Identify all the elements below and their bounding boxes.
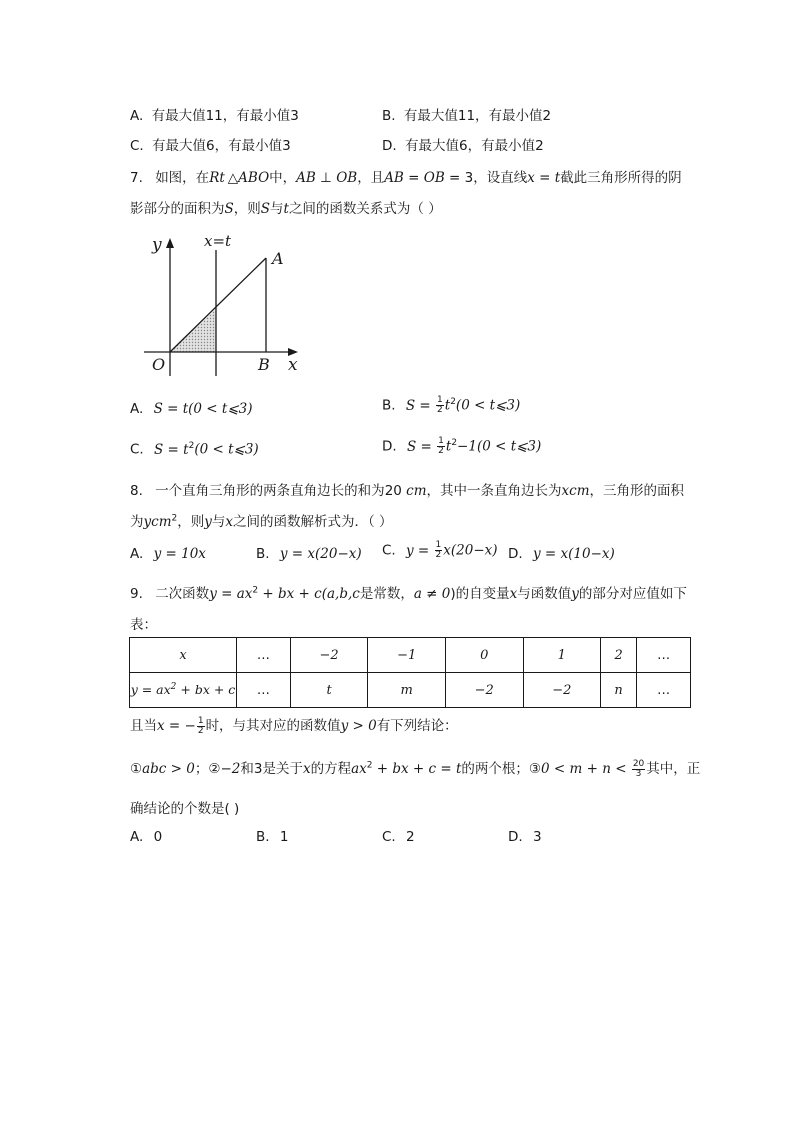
option-text: 有最大值11，有最小值3	[151, 108, 299, 124]
q9-stem-line1	[130, 582, 687, 602]
math-abo: ABO	[238, 170, 270, 186]
option-value: 1	[279, 829, 289, 845]
option-letter: A.	[130, 546, 144, 562]
option-text: 有最大值11，有最小值2	[403, 108, 552, 124]
fraction: $\frac{20}{3}$	[632, 758, 645, 779]
math-number: −2	[220, 761, 241, 777]
label-b: B	[258, 355, 270, 374]
q9-option-d	[508, 829, 542, 845]
option-letter: A.	[130, 108, 144, 124]
stem-text: 时，与其对应的函数值	[205, 718, 341, 734]
table-cell: …	[237, 673, 291, 708]
option-expr: (0 < t⩽3)	[194, 441, 259, 458]
q6-option-d	[382, 134, 544, 154]
option-value: 2	[406, 829, 415, 845]
table-cell: …	[237, 638, 291, 673]
stem-text: 与	[270, 201, 284, 217]
table-cell: t	[290, 673, 368, 708]
q8-stem-line2	[130, 510, 393, 530]
option-letter: D.	[382, 438, 397, 455]
table-cell: 2	[601, 638, 637, 673]
exponent: 2	[188, 441, 195, 451]
option-expr: y = 10x	[153, 546, 206, 562]
option-letter: B.	[256, 829, 270, 845]
exponent: 2	[451, 438, 458, 448]
q9-option-b	[256, 829, 288, 845]
stem-text: 二次函数	[155, 586, 210, 602]
table-cell: m	[368, 673, 446, 708]
value-table	[129, 637, 691, 708]
question-number: 8.	[130, 483, 143, 499]
math-x: x	[225, 514, 233, 530]
option-text: 有最大值6，有最小值2	[404, 138, 544, 154]
stem-text: 和3是关于	[240, 761, 303, 777]
stem-text: 之间的函数关系式为（ ）	[288, 201, 442, 217]
label-y: y	[152, 235, 162, 255]
q7-figure	[140, 230, 320, 380]
math-ineq: 0 < m + n <	[541, 761, 631, 777]
math-x: x	[509, 586, 518, 602]
label-x: x	[288, 355, 298, 375]
label-a: A	[272, 249, 284, 268]
q7-option-c	[130, 441, 259, 458]
math-x-eq-t: x = t	[527, 170, 561, 186]
option-expr: S =	[405, 397, 436, 414]
option-letter: D.	[382, 138, 397, 154]
option-expr: x(20−x)	[443, 542, 498, 559]
option-expr: S = t(0 < t⩽3)	[153, 401, 253, 417]
q8-option-d	[508, 546, 615, 562]
circled-one: ①	[130, 761, 143, 777]
option-expr: y = x(20−x)	[279, 546, 362, 562]
exponent: 2	[450, 397, 456, 407]
q7-stem-line2	[130, 197, 442, 217]
table-row	[130, 673, 691, 708]
math-ob: OB	[336, 170, 358, 186]
stem-text: 中，	[269, 170, 297, 186]
math-eq: =	[403, 170, 424, 186]
option-letter: B.	[382, 108, 396, 124]
option-letter: A.	[130, 829, 144, 845]
math-ycm: ycm	[143, 514, 172, 530]
q9-option-c	[382, 829, 415, 845]
q9-conclusions-line1	[130, 757, 700, 779]
table-cell: −2	[445, 673, 523, 708]
math-x: x	[302, 761, 311, 777]
q7-stem-line1	[130, 166, 682, 186]
option-letter: C.	[382, 829, 396, 845]
q9-conclusions-line2	[130, 797, 239, 817]
option-expr: t	[445, 438, 452, 455]
stem-text: 是常数，	[359, 586, 414, 602]
q6-option-c	[130, 134, 291, 154]
stem-text: 影部分的面积为	[130, 201, 225, 217]
math-eq: = 3	[444, 170, 474, 186]
stem-text: 其中，正	[646, 761, 701, 777]
option-letter: C.	[382, 542, 396, 559]
hypotenuse-oa	[170, 258, 266, 352]
math-xcm: xcm	[561, 483, 590, 499]
math-y: y	[204, 514, 212, 530]
fraction: $\frac{1}{2}$	[437, 395, 443, 415]
q8-option-c	[382, 541, 498, 560]
math-ab: AB	[296, 170, 316, 186]
q9-condition-line	[130, 714, 458, 736]
q9-option-a	[130, 829, 162, 845]
option-expr: y =	[406, 542, 434, 559]
stem-text: 截此三角形所得的阴	[560, 170, 682, 186]
stem-text: 为	[130, 514, 144, 530]
table-header-x: x	[130, 638, 237, 673]
option-value: 0	[153, 829, 163, 845]
math-y: y	[571, 586, 579, 602]
option-expr: t	[444, 397, 451, 414]
question-number: 9.	[130, 586, 143, 602]
stem-text: )的自变量	[450, 586, 510, 602]
label-x-eq-t: x=t	[204, 232, 232, 250]
math-x: x = −	[157, 718, 196, 734]
exponent: 2	[252, 585, 259, 596]
option-letter: D.	[508, 829, 523, 845]
stem-text: ，则	[177, 514, 205, 530]
math-unit: cm	[406, 483, 427, 499]
stem-text: 表：	[130, 617, 157, 633]
option-expr: y = x(10−x)	[532, 546, 615, 562]
label-o: O	[152, 355, 166, 374]
stem-text: 如图，在	[155, 170, 210, 186]
math-ob: OB	[423, 170, 445, 186]
q8-stem-line1	[130, 479, 684, 499]
option-letter: A.	[130, 401, 144, 417]
math-s: S	[224, 201, 234, 217]
math-rt: Rt	[209, 170, 225, 186]
triangle-symbol: △	[227, 170, 239, 186]
option-value: 3	[532, 829, 542, 845]
table-cell: …	[637, 638, 691, 673]
math-func: + bx + c	[258, 586, 322, 602]
q6-option-a	[130, 104, 299, 124]
table-cell: −1	[368, 638, 446, 673]
q8-option-a	[130, 546, 206, 562]
math-abc: abc > 0	[142, 761, 195, 777]
q7-option-d	[382, 437, 541, 456]
math-s: S	[260, 201, 270, 217]
table-cell: 1	[523, 638, 601, 673]
table-row	[130, 638, 691, 673]
table-cell: −2	[523, 673, 601, 708]
math-func: y = ax	[209, 586, 253, 602]
stem-text: ，其中一条直角边长为	[426, 483, 562, 499]
perp-symbol: ⊥	[315, 170, 337, 186]
stem-text: 的方程	[310, 761, 352, 777]
table-cell: 0	[445, 638, 523, 673]
stem-text: ，三角形的面积	[589, 483, 685, 499]
option-expr: −1(0 < t⩽3)	[457, 438, 542, 455]
exponent: 2	[171, 513, 178, 524]
stem-text: ，则	[233, 201, 261, 217]
fraction: $\frac{1}{2}$	[435, 540, 442, 560]
q7-option-b	[382, 396, 520, 415]
fraction: $\frac{1}{2}$	[197, 715, 204, 736]
option-letter: B.	[256, 546, 270, 562]
math-eqn: + bx + c = t	[372, 761, 462, 777]
table-cell: −2	[290, 638, 368, 673]
stem-text: ；②	[194, 761, 221, 777]
stem-text: 与函数值	[517, 586, 572, 602]
option-letter: C.	[130, 138, 144, 154]
option-expr: (0 < t⩽3)	[455, 397, 521, 414]
stem-text: 确结论的个数是( )	[130, 801, 240, 817]
stem-text: ，设直线	[473, 170, 528, 186]
y-axis-arrow-icon	[166, 238, 174, 248]
question-number: 7.	[130, 170, 143, 186]
math-t: t	[283, 201, 289, 217]
q6-option-b	[382, 104, 551, 124]
option-expr: S = t	[154, 441, 189, 458]
option-text: 有最大值6，有最小值3	[152, 138, 291, 154]
stem-text: 的两个根；③	[461, 761, 542, 777]
q8-option-b	[256, 546, 362, 562]
stem-text: ，且	[357, 170, 385, 186]
table-cell: …	[637, 673, 691, 708]
option-expr: S =	[406, 438, 437, 455]
stem-text: 一个直角三角形的两条直角边长的和为	[155, 483, 385, 499]
math-cond: a ≠ 0	[413, 586, 451, 602]
option-letter: D.	[508, 546, 523, 562]
fraction: $\frac{1}{2}$	[438, 436, 444, 456]
option-letter: C.	[130, 441, 144, 458]
stem-text: 且当	[130, 718, 157, 734]
stem-text: 与	[211, 514, 226, 530]
stem-text: 之间的函数解析式为．（ ）	[233, 514, 393, 530]
table-header-y: $y = ax^2$ + bx + c	[130, 673, 237, 708]
stem-text: 有下列结论：	[376, 718, 458, 734]
math-params: (a,b,c	[321, 586, 360, 602]
q9-stem-line2	[130, 613, 157, 633]
math-eqn: ax	[351, 761, 367, 777]
math-number: 20	[384, 483, 407, 499]
stem-text: 的部分对应值如下	[578, 586, 687, 602]
q7-option-a	[130, 401, 253, 417]
math-y: y > 0	[340, 718, 377, 734]
exponent: 2	[366, 760, 373, 771]
table-cell: n	[601, 673, 637, 708]
option-letter: B.	[382, 397, 396, 414]
math-ab: AB	[384, 170, 404, 186]
